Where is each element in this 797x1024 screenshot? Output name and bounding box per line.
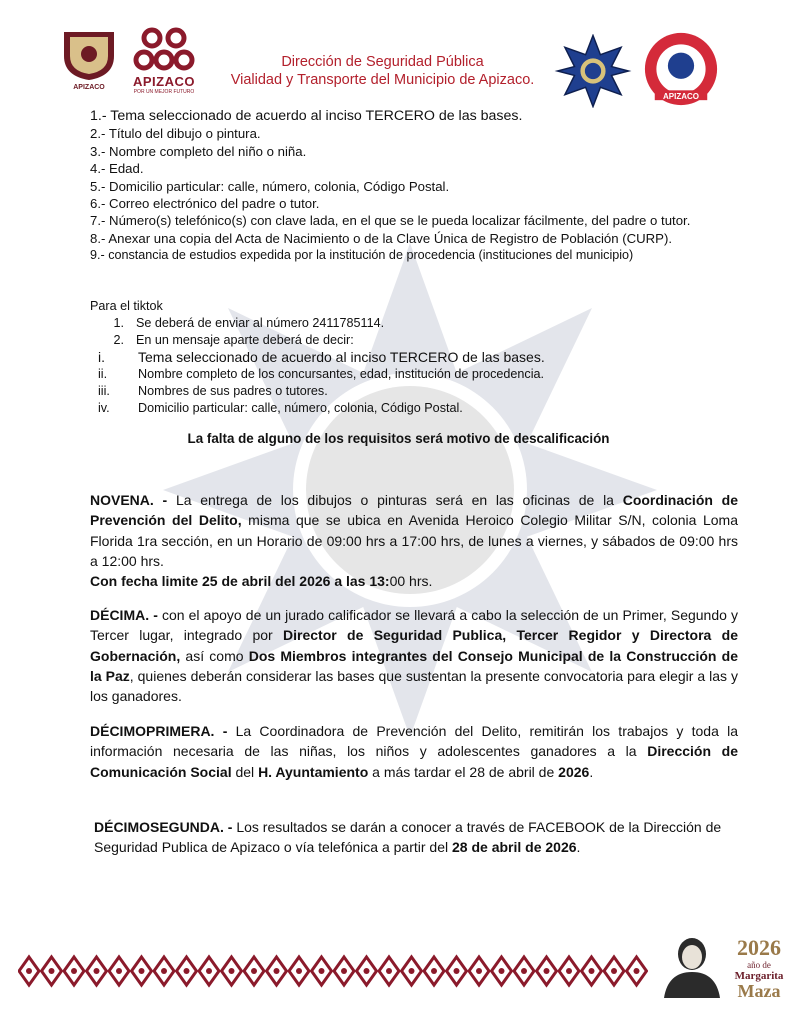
decorative-footer-pattern [18,954,648,988]
page-header [0,0,797,112]
clause-text: así como [180,647,249,664]
subitem-marker: iv. [98,401,110,415]
pattern-dot [49,968,55,974]
tiktok-step [90,315,740,332]
apizaco-logo-word: APIZACO [133,74,195,89]
clause-label: NOVENA. - [90,492,168,508]
pattern-dot [611,968,617,974]
clause-bold: 28 de abril de 2026 [452,839,577,856]
subitem-marker: ii. [98,367,108,381]
step-marker: 2. [113,333,124,347]
proximidad-social-badge [640,28,722,110]
clause-text: con el apoyo de un jurado calificador se llevará a cabo la selección de un Primer, Segundo y Tercer lugar, integrado por [90,607,738,644]
deadline-line [90,571,738,591]
tiktok-subitem [90,366,740,383]
clause-text: Los resultados se darán a conocer a través de FACEBOOK de la Dirección de Seguridad Publica de Apizaco o vía telefónica a partir del [94,819,722,856]
disqualification-warning: La falta de alguno de los requisitos será motivo de descalificación [187,431,610,446]
clause-bold: 2026 [558,763,590,780]
clause-label: DÉCIMOPRIMERA. - [90,723,228,739]
pattern-dot [296,968,302,974]
clause-decima [90,605,738,706]
clause-decimosegunda [94,817,742,858]
clause-label: DÉCIMOSEGUNDA. - [94,819,233,835]
pattern-dot [521,968,527,974]
clause-text: a más tardar el 28 de abril de [368,763,559,780]
pattern-dot [206,968,212,974]
pattern-dot [184,968,190,974]
subitem-marker: i. [98,349,105,365]
page-title [210,53,555,89]
pattern-dot [634,968,640,974]
pattern-dot [71,968,77,974]
apizaco-logo-tagline: POR UN MEJOR FUTURO [133,89,195,95]
gobierno-apizaco-logo [56,26,122,94]
pattern-dot [589,968,595,974]
pattern-dot [544,968,550,974]
pattern-dot [161,968,167,974]
clause-bold: Director de Seguridad Publica, Tercer Regidor y Directora de Gobernación, [90,627,738,664]
requirement-item: 3.- Nombre completo del niño o niña. [90,143,307,159]
clause-text: La Coordinadora de Prevención del Delito, remitirán los trabajos y toda la información necesaria de las niñas, los niños y adolescentes ganadores a la [90,723,738,760]
pattern-dot [94,968,100,974]
police-star-badge-icon [554,34,632,108]
clause-bold: Dos Miembros integrantes del Consejo Municipal de la Construcción de la Paz [90,647,738,684]
subitem-text: Tema seleccionado de acuerdo al inciso TERCERO de las bases. [138,349,545,365]
requirement-item: 1.- Tema seleccionado de acuerdo al inciso TERCERO de las bases. [90,108,523,124]
clause-text: . [589,763,594,780]
subitem-text: Nombre completo de los concursantes, edad, institución de procedencia. [138,367,545,381]
tiktok-subitem [90,400,740,417]
requirement-item: 8.- Anexar una copia del Acta de Nacimiento o de la Clave Única de Registro de Población (CURP). [90,230,673,246]
tiktok-heading: Para el tiktok [90,299,163,313]
requirement-item: 9.- constancia de estudios expedida por la institución de procedencia (instituciones del municipio) [90,248,634,263]
apizaco-logo [128,26,200,94]
pattern-dot [229,968,235,974]
subitem-marker: iii. [98,384,110,398]
pattern-dot [454,968,460,974]
clause-novena [90,490,738,591]
requirement-item: 7.- Número(s) telefónico(s) con clave lada, en el que se le pueda localizar fácilmente, del padre o tutor. [90,213,691,229]
clause-bold: H. Ayuntamiento [258,763,369,780]
requirement-item: 2.- Título del dibujo o pintura. [90,126,261,142]
pattern-dot [566,968,572,974]
tiktok-section [90,298,740,417]
clause-text: misma que se ubica en Avenida Heroico Colegio Militar S/N, colonia Loma Florida 1ra sección, en un Horario de 09:00 hrs a 17:00 hrs, de lunes a viernes, y sábados de 09:00 hrs a 12:00 hrs. [90,512,738,569]
pattern-dot [364,968,370,974]
coat-of-arms-icon [56,26,122,82]
step-text: En un mensaje aparte deberá de decir: [136,333,354,347]
red-badge-word: APIZACO [663,92,699,101]
pattern-dot [341,968,347,974]
requirements-list [90,108,740,265]
clause-label: DÉCIMA. - [90,607,158,623]
year-subtitle: año de [747,960,771,970]
requirement-item: 5.- Domicilio particular: calle, número, colonia, Código Postal. [90,178,450,194]
pattern-dot [274,968,280,974]
gobierno-logo-caption: APIZACO [73,84,105,91]
pattern-dot [116,968,122,974]
clause-bold: Dirección de Comunicación Social [90,743,738,780]
pattern-dot [26,968,32,974]
tiktok-subitem [90,383,740,400]
title-line-2: Vialidad y Transporte del Municipio de Apizaco. [230,72,535,88]
subitem-text: Domicilio particular: calle, número, colonia, Código Postal. [138,401,463,415]
tiktok-subitem [90,349,740,366]
tiktok-step [90,332,740,349]
margarita-maza-portrait-icon [658,932,726,998]
tiktok-heading-row [90,298,740,315]
clause-text: La entrega de los dibujos o pinturas será en las oficinas de la [167,492,623,508]
pattern-dot [499,968,505,974]
step-marker: 1. [113,316,124,330]
apizaco-rings-icon [128,26,200,74]
deadline-rest: 00 hrs. [389,573,433,590]
year-of-margarita-maza [726,936,792,1000]
pattern-dot [409,968,415,974]
pattern-dot [319,968,325,974]
honoree-last-name: Maza [737,981,781,1001]
step-text: Se deberá de enviar al número 2411785114. [136,316,385,330]
pattern-dot [139,968,145,974]
clause-bold: Coordinación de Prevención del Delito, [90,492,739,529]
honoree-first-name: Margarita [734,970,784,982]
deadline-bold: Con fecha limite 25 de abril del 2026 a las 13: [90,573,390,590]
pattern-dot [386,968,392,974]
subitem-text: Nombres de sus padres o tutores. [138,384,328,398]
pattern-dot [251,968,257,974]
clause-decimoprimera [90,721,738,782]
clause-text: del [231,763,259,780]
pattern-dot [431,968,437,974]
clause-text: , quienes deberán considerar las bases que sustentan la presente convocatoria para elegir a las y los ganadores. [90,667,738,705]
requirement-item: 4.- Edad. [90,161,144,177]
title-line-1: Dirección de Seguridad Pública [281,54,484,70]
clause-text: . [576,839,581,856]
requirement-item: 6.- Correo electrónico del padre o tutor. [90,196,320,212]
year-number: 2026 [737,935,781,960]
pattern-dot [476,968,482,974]
